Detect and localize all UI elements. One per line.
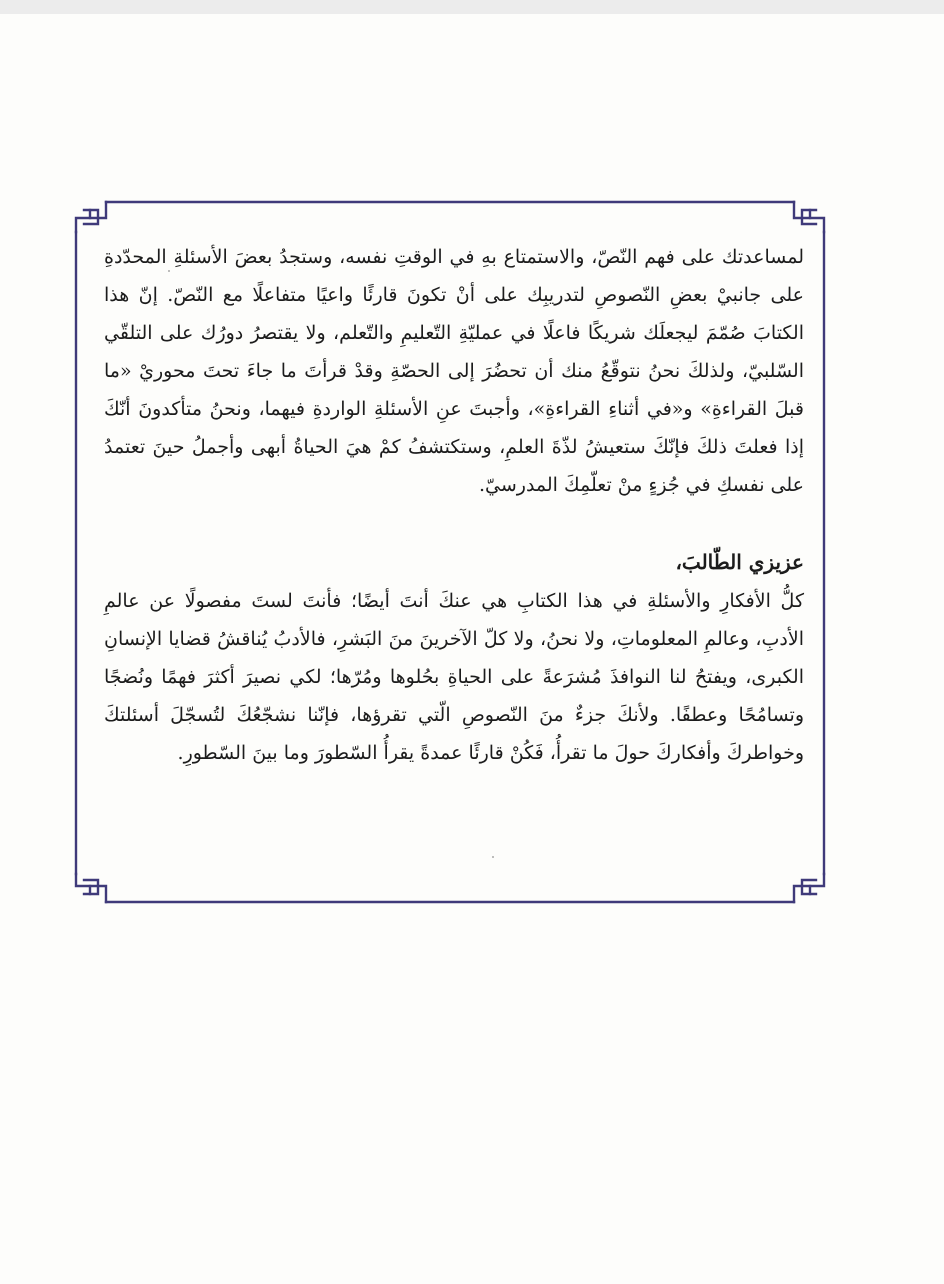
paper-speck (492, 856, 494, 858)
paragraph-student: كلُّ الأفكارِ والأسئلةِ في هذا الكتابِ هي عنكَ أنتَ أيضًا؛ فأنتَ لستَ مفصولًا عن عالمِ الأدبِ، وعالمِ المعلوماتِ، ولا نحنُ، ولا كلّ الآخرينَ منَ البَشرِ، فالأدبُ يُناقشُ قضايا الإنسانِ الكبرى، ويفتحُ لنا النوافذَ مُشرَعةً على الحياةِ بحُلوها ومُرّها؛ لكي نصيرَ أكثرَ فهمًا ونُضجًا وتسامُحًا وعطفًا. ولأنكَ جزءٌ منَ النّصوصِ الّتي تقرؤها، فإنّنا نشجّعُكَ لتُسجّلَ أسئلتكَ وخواطركَ وأفكاركَ حولَ ما تقرأُ، فَكُنْ قارئًا عمدةً يقرأُ السّطورَ وما بينَ السّطورِ. (104, 590, 804, 764)
salutation-heading: عزيزي الطّالبَ، (675, 550, 804, 574)
decorative-frame (72, 198, 828, 906)
page-top-edge (0, 0, 944, 14)
paragraph-intro: لمساعدتك على فهم النّصّ، والاستمتاع بهِ في الوقتِ نفسه، وستجدُ بعضَ الأسئلةِ المحدّدةِ على جانبيْ بعضِ النّصوصِ لتدريبِك على أنْ تكونَ قارئًا واعيًا متفاعلًا مع النّصّ. إنّ هذا الكتابَ صُمّمَ ليجعلَك شريكًا فاعلًا في عمليّةِ التّعليمِ والتّعلم، ولا يقتصرُ دورُك على التلقّي السّلبيّ، ولذلكَ نحنُ نتوقّعُ منك أن تحضُرَ إلى الحصّةِ وقدْ قرأتَ ما جاءَ تحتَ محوريْ «ما قبلَ القراءةِ» و«في أثناءِ القراءةِ»، وأجبتَ عنِ الأسئلةِ الواردةِ فيهما، ونحنُ متأكدونَ أنّكَ إذا فعلتَ ذلكَ فإنّكَ ستعيشُ لذّةَ العلمِ، وستكتشفُ كمْ هيَ الحياةُ أبهى وأجملُ حينَ تعتمدُ على نفسكِ في جُزءٍ منْ تعلّمِكَ المدرسيّ. (104, 246, 804, 496)
paper-speck (168, 270, 170, 272)
body-text (104, 238, 804, 772)
